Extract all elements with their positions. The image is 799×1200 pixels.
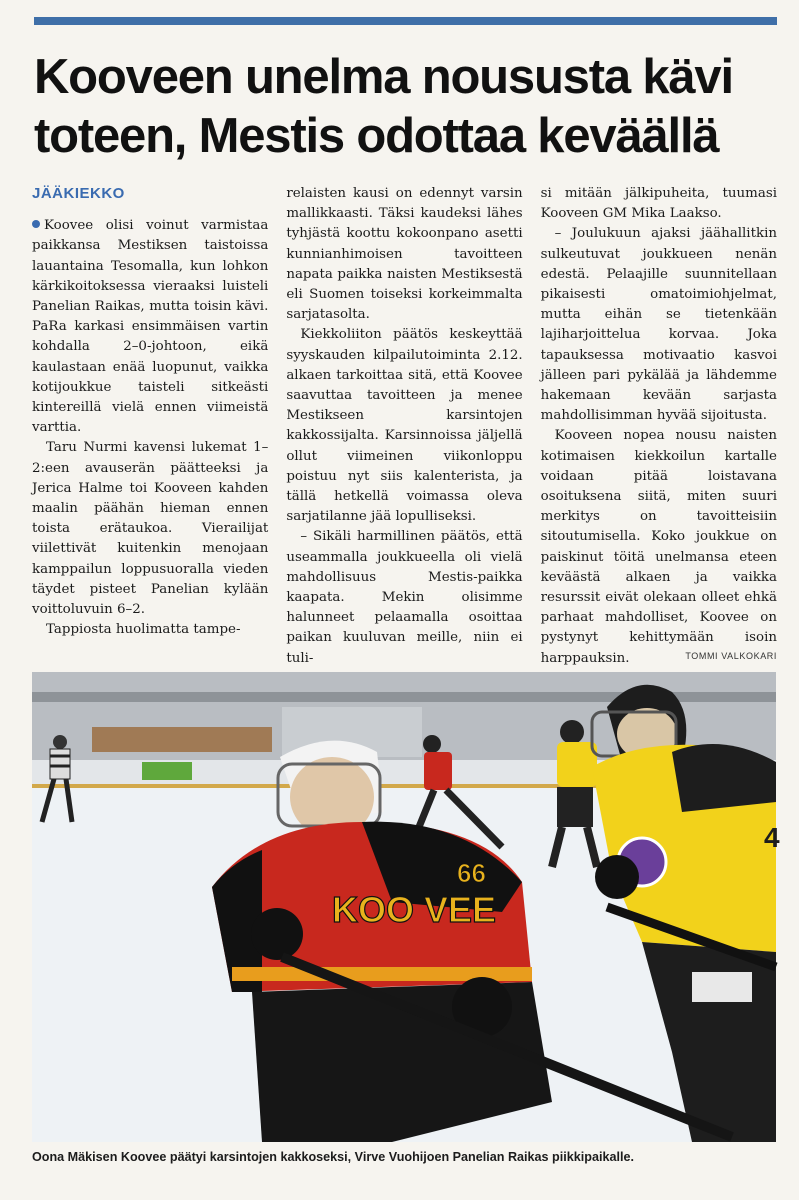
column-2 bbox=[286, 184, 523, 666]
stands bbox=[92, 727, 272, 752]
paragraph: Koovee olisi voinut varmistaa paikkansa Mestiksen taistoissa lauantaina Tesomalla, kun lohkon kärkikoitoksessa vieraaksi luisteli Panelian Raikas, mutta toisin kävi. PaRa karkasi ensimmäisen vartin kohdalla 2–0-johtoon, eikä kaulastaan enää luopunut, vaikka kotijoukkue taisteli sitkeästi kintereillä vielä ennen viimeistä varttia. bbox=[32, 218, 269, 436]
column-1 bbox=[32, 184, 269, 638]
paragraph: Taru Nurmi kavensi lukemat 1–2:een avauserän päätteeksi ja Jerica Halme toi Kooveen kahden maalin päähän hieman ennen toista erätaukoa. Vierailijat viilettivät kuitenkin menojaan kamppailun loppusuoralla vieden täydet pisteet Panelian kylään voittoluvuin 6–2. bbox=[32, 440, 269, 618]
photo-credit: TOMMI VALKOKARI bbox=[685, 651, 777, 661]
svg-text:KOO VEE: KOO VEE bbox=[332, 889, 497, 930]
svg-text:66: 66 bbox=[457, 858, 486, 888]
paragraph: Kooveen nopea nousu naisten kotimaisen kiekkoilun kartalle voidaan pitää loistavana osoituksena siitä, miten suuri merkitys on tavoitteisiin sitoutumisella. Koko joukkue on paiskinut töitä unelmansa eteen keväästä alkaen ja vaikka resurssit eivät olekaan olleet ehkä parhaat mahdolliset, Koovee on pystynyt kehittymään isoin harppauksin. bbox=[540, 428, 777, 666]
hockey-scene-illustration bbox=[32, 672, 780, 1142]
bullet-icon bbox=[32, 220, 40, 228]
paragraph: – Sikäli harmillinen päätös, että useammalla joukkueella oli vielä mahdollisuus Mestis-paikka kaapata. Mekin olisimme halunneet pelaamalla osoittaa paikan kuuluvan meille, niin ei tuli- bbox=[286, 529, 523, 666]
top-rule bbox=[34, 17, 777, 25]
paragraph: si mitään jälkipuheita, tuumasi Kooveen GM Mika Laakso. bbox=[540, 186, 777, 222]
paragraph: Kiekkoliiton päätös keskeyttää syyskauden kilpailutoiminta 2.12. alkaen tarkoittaa sitä, että Koovee saavuttaa tavoitteen ja menee Mestikseen karsintojen kakkossijalta. Karsinnoissa jäljellä ollut viimeinen viikonloppu poistuu nyt siis kalenterista, ja tällä hetkellä voimassa oleva sarjatilanne jää lopulliseksi. bbox=[286, 327, 523, 525]
hockey-photo bbox=[32, 672, 780, 1142]
headline: Kooveen unelma noususta kävi toteen, Mestis odottaa keväällä bbox=[34, 50, 733, 163]
paragraph: – Joulukuun ajaksi jäähallitkin sulkeutuvat joukkueen nenän edestä. Pelaajille suunnitellaan pikaisesti omatoimiohjelmat, mutta eihän se tietenkään lajiharjoittelua korvaa. Joka tapauksessa motivaatio kasvoi jälleen pari pykälää ja lähdemme hakemaan kevään sarjasta mahdollisimman hyvää sijoitusta. bbox=[540, 226, 777, 424]
svg-text:4: 4 bbox=[764, 822, 780, 853]
photo-caption: Oona Mäkisen Koovee päätyi karsintojen kakkoseksi, Virve Vuohijoen Panelian Raikas piikkipaikalle. bbox=[32, 1150, 634, 1164]
section-label: JÄÄKIEKKO bbox=[32, 185, 125, 202]
paragraph: Tappiosta huolimatta tampe- bbox=[46, 622, 241, 638]
paragraph: relaisten kausi on edennyt varsin mallikkaasti. Täksi kaudeksi lähes tyhjästä koottu kokoonpano asetti kunnianhimoisen tavoitteen napata paikka naisten Mestiksestä eli Suomen toiseksi korkeimmalta sarjatasolta. bbox=[286, 186, 523, 323]
